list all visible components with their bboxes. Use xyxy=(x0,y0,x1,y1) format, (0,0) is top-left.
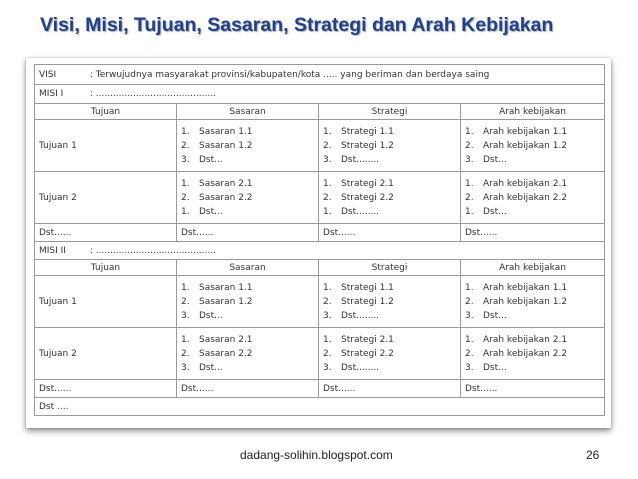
page-number: 26 xyxy=(586,448,600,462)
item-number: 1. xyxy=(465,178,474,189)
item-number: 1. xyxy=(181,334,190,345)
dst-cell: Dst...... xyxy=(461,224,605,242)
item-text: Sasaran 1.1 xyxy=(199,126,253,137)
list-item xyxy=(323,177,456,191)
item-number: 3. xyxy=(323,154,332,165)
item-text: Sasaran 2.1 xyxy=(199,178,253,189)
header-row-2 xyxy=(35,260,605,276)
item-number: 2. xyxy=(465,348,474,359)
item-number: 2. xyxy=(181,348,190,359)
header-arah: Arah kebijakan xyxy=(461,104,605,120)
misi1-text: : .......................................... xyxy=(89,89,216,99)
misi1-row xyxy=(35,85,605,104)
item-text: Sasaran 1.2 xyxy=(199,296,253,307)
list-item xyxy=(323,281,456,295)
item-number: 2. xyxy=(465,140,474,151)
item-text: Dst... xyxy=(483,362,507,373)
header-tujuan: Tujuan xyxy=(35,104,177,120)
dst-cell: Dst...... xyxy=(319,224,461,242)
visi-label: VISI xyxy=(39,69,57,80)
item-text: Sasaran 2.2 xyxy=(199,348,253,359)
item-text: Dst... xyxy=(483,206,507,217)
item-text: Strategi 1.1 xyxy=(341,282,394,293)
list-item xyxy=(465,125,600,139)
item-text: Sasaran 2.2 xyxy=(199,192,253,203)
list-item xyxy=(465,177,600,191)
dst-cell: Dst...... xyxy=(35,380,177,398)
item-text: Dst........ xyxy=(341,310,380,321)
list-item xyxy=(181,333,314,347)
block2-tujuan2-row xyxy=(35,328,605,380)
item-number: 1. xyxy=(465,206,474,217)
last-dst-cell: Dst .... xyxy=(35,398,605,416)
item-number: 1. xyxy=(323,334,332,345)
list-item xyxy=(323,295,456,309)
sasaran-list xyxy=(181,333,314,375)
sasaran-list xyxy=(181,177,314,219)
list-item xyxy=(465,191,600,205)
list-item xyxy=(181,281,314,295)
list-item xyxy=(181,139,314,153)
item-text: Arah kebijakan 1.2 xyxy=(483,296,568,307)
list-item xyxy=(181,153,314,167)
item-text: Dst... xyxy=(199,310,223,321)
misi1-label: MISI I xyxy=(39,89,64,99)
sasaran-list xyxy=(181,125,314,167)
list-item xyxy=(323,153,456,167)
visi-text: : Terwujudnya masyarakat provinsi/kabupaten/kota ..... yang beriman dan berdaya saing xyxy=(89,69,490,80)
tujuan-label: Tujuan 1 xyxy=(35,120,177,172)
item-text: Arah kebijakan 1.1 xyxy=(483,282,568,293)
item-text: Strategi 1.2 xyxy=(341,296,394,307)
item-text: Strategi 2.1 xyxy=(341,334,394,345)
list-item xyxy=(181,347,314,361)
item-text: Strategi 1.1 xyxy=(341,126,394,137)
item-number: 3. xyxy=(465,362,474,373)
tujuan-label: Tujuan 2 xyxy=(35,328,177,380)
strategi-list xyxy=(323,125,456,167)
document-image xyxy=(26,58,611,428)
item-text: Dst... xyxy=(199,362,223,373)
item-number: 2. xyxy=(323,192,332,203)
item-text: Strategi 2.2 xyxy=(341,192,394,203)
header-arah: Arah kebijakan xyxy=(461,260,605,276)
list-item xyxy=(181,191,314,205)
item-text: Dst... xyxy=(483,310,507,321)
block1-tujuan2-row xyxy=(35,172,605,224)
block2-dst-row xyxy=(35,380,605,398)
list-item xyxy=(323,191,456,205)
item-text: Arah kebijakan 2.1 xyxy=(483,334,568,345)
item-text: Arah kebijakan 2.2 xyxy=(483,192,568,203)
item-text: Arah kebijakan 2.2 xyxy=(483,348,568,359)
dst-cell: Dst...... xyxy=(35,224,177,242)
tujuan-label: Tujuan 2 xyxy=(35,172,177,224)
item-number: 2. xyxy=(181,296,190,307)
list-item xyxy=(181,361,314,375)
item-text: Sasaran 2.1 xyxy=(199,334,253,345)
list-item xyxy=(465,205,600,219)
item-number: 2. xyxy=(181,192,190,203)
item-text: Dst... xyxy=(199,206,223,217)
item-number: 2. xyxy=(323,348,332,359)
block1-tujuan1-row xyxy=(35,120,605,172)
list-item xyxy=(323,347,456,361)
item-number: 1. xyxy=(181,178,190,189)
list-item xyxy=(323,139,456,153)
header-strategi: Strategi xyxy=(319,260,461,276)
dst-cell: Dst...... xyxy=(461,380,605,398)
item-text: Strategi 2.1 xyxy=(341,178,394,189)
item-number: 1. xyxy=(465,282,474,293)
list-item xyxy=(323,361,456,375)
list-item xyxy=(181,309,314,323)
strategy-table xyxy=(34,64,605,416)
item-number: 2. xyxy=(323,296,332,307)
list-item xyxy=(465,347,600,361)
dst-cell: Dst...... xyxy=(177,224,319,242)
list-item xyxy=(465,361,600,375)
item-number: 1. xyxy=(323,282,332,293)
list-item xyxy=(181,125,314,139)
list-item xyxy=(465,309,600,323)
item-text: Arah kebijakan 1.2 xyxy=(483,140,568,151)
misi2-label: MISI II xyxy=(39,245,66,256)
tujuan-label: Tujuan 1 xyxy=(35,276,177,328)
list-item xyxy=(323,333,456,347)
header-sasaran: Sasaran xyxy=(177,104,319,120)
misi2-text: : .......................................... xyxy=(89,245,216,256)
strategi-list xyxy=(323,281,456,323)
list-item xyxy=(323,309,456,323)
item-number: 1. xyxy=(323,178,332,189)
header-row-1 xyxy=(35,104,605,120)
item-number: 3. xyxy=(465,310,474,321)
arah-list xyxy=(465,125,600,167)
item-text: Dst........ xyxy=(341,362,380,373)
item-text: Sasaran 1.1 xyxy=(199,282,253,293)
list-item xyxy=(465,295,600,309)
list-item xyxy=(465,333,600,347)
item-number: 1. xyxy=(181,282,190,293)
list-item xyxy=(181,177,314,191)
item-number: 1. xyxy=(465,126,474,137)
item-number: 3. xyxy=(323,362,332,373)
item-number: 3. xyxy=(323,310,332,321)
item-number: 3. xyxy=(465,154,474,165)
item-number: 3. xyxy=(181,310,190,321)
list-item xyxy=(323,125,456,139)
header-tujuan: Tujuan xyxy=(35,260,177,276)
item-number: 3. xyxy=(181,362,190,373)
item-text: Arah kebijakan 1.1 xyxy=(483,126,568,137)
item-text: Strategi 2.2 xyxy=(341,348,394,359)
item-number: 1. xyxy=(323,206,332,217)
item-text: Arah kebijakan 2.1 xyxy=(483,178,568,189)
header-strategi: Strategi xyxy=(319,104,461,120)
strategi-list xyxy=(323,333,456,375)
item-number: 2. xyxy=(323,140,332,151)
block2-tujuan1-row xyxy=(35,276,605,328)
item-number: 1. xyxy=(465,334,474,345)
item-text: Strategi 1.2 xyxy=(341,140,394,151)
item-text: Sasaran 1.2 xyxy=(199,140,253,151)
dst-cell: Dst...... xyxy=(177,380,319,398)
arah-list xyxy=(465,333,600,375)
sasaran-list xyxy=(181,281,314,323)
item-text: Dst... xyxy=(483,154,507,165)
visi-row xyxy=(35,65,605,85)
list-item xyxy=(323,205,456,219)
last-dst-row xyxy=(35,398,605,416)
item-number: 3. xyxy=(181,154,190,165)
footer-website: dadang-solihin.blogspot.com xyxy=(240,448,393,462)
item-number: 1. xyxy=(181,206,190,217)
list-item xyxy=(465,139,600,153)
header-sasaran: Sasaran xyxy=(177,260,319,276)
misi2-row xyxy=(35,242,605,260)
item-number: 1. xyxy=(323,126,332,137)
item-number: 2. xyxy=(181,140,190,151)
arah-list xyxy=(465,177,600,219)
item-number: 1. xyxy=(181,126,190,137)
slide-title: Visi, Misi, Tujuan, Sasaran, Strategi dan Arah Kebijakan xyxy=(40,14,554,36)
item-number: 2. xyxy=(465,192,474,203)
item-number: 2. xyxy=(465,296,474,307)
item-text: Dst........ xyxy=(341,206,380,217)
list-item xyxy=(465,153,600,167)
arah-list xyxy=(465,281,600,323)
dst-cell: Dst...... xyxy=(319,380,461,398)
list-item xyxy=(181,295,314,309)
strategi-list xyxy=(323,177,456,219)
block1-dst-row xyxy=(35,224,605,242)
item-text: Dst... xyxy=(199,154,223,165)
list-item xyxy=(181,205,314,219)
item-text: Dst........ xyxy=(341,154,380,165)
list-item xyxy=(465,281,600,295)
